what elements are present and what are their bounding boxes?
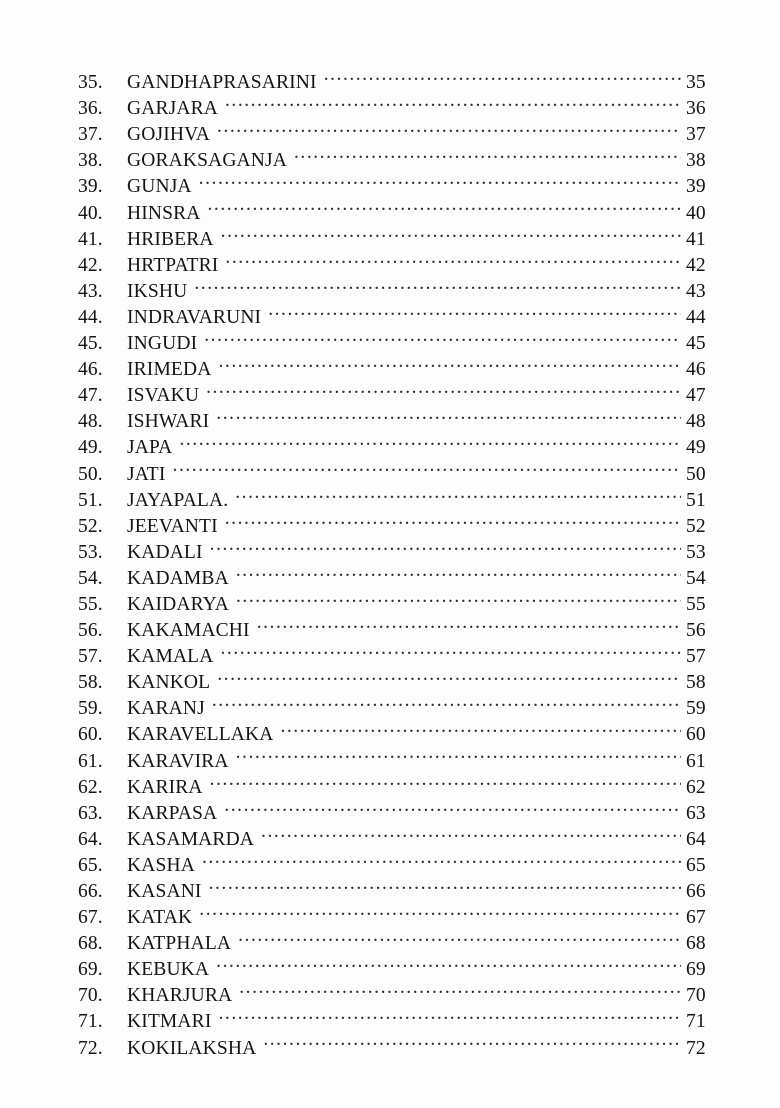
toc-entry[interactable] [0, 819, 780, 850]
dot-leader [235, 480, 681, 506]
toc-entry-page-number: 45 [686, 333, 706, 355]
toc-entry-number: 40. [78, 202, 103, 224]
toc-entry-number: 69. [78, 959, 103, 981]
toc-entry-page-number: 65 [686, 854, 706, 876]
toc-entry-page-number: 67 [686, 907, 706, 929]
dot-leader [208, 192, 682, 218]
toc-entry-title: KASAMARDA [127, 828, 255, 850]
toc-entry[interactable] [0, 532, 780, 563]
dot-leader [218, 349, 681, 375]
toc-entry-title: KATAK [127, 907, 193, 929]
toc-entry[interactable] [0, 114, 780, 146]
toc-entry-number: 46. [78, 359, 103, 381]
toc-entry-title: HINSRA [127, 202, 201, 224]
toc-entry-number: 52. [78, 515, 103, 537]
toc-entry-page-number: 48 [686, 411, 706, 433]
toc-entry-page-number: 54 [686, 567, 706, 589]
toc-entry-number: 66. [78, 881, 103, 902]
toc-entry[interactable] [0, 610, 780, 642]
toc-entry[interactable] [0, 1027, 780, 1059]
toc-entry-page-number: 37 [686, 124, 706, 146]
toc-entry-number: 37. [78, 124, 103, 146]
toc-entry[interactable] [0, 949, 780, 981]
toc-entry-page-number: 56 [686, 620, 706, 642]
toc-entry-number: 63. [78, 802, 103, 824]
toc-entry[interactable] [0, 923, 780, 955]
toc-entry-page-number: 68 [686, 933, 706, 955]
toc-entry-number: 55. [78, 593, 103, 615]
dot-leader [217, 114, 681, 140]
toc-entry-title: KADALI [127, 541, 203, 563]
toc-entry-page-number: 70 [686, 985, 706, 1007]
toc-entry-title: KAMALA [127, 646, 214, 668]
dot-leader [236, 558, 681, 584]
toc-entry-title: KARIRA [127, 776, 203, 798]
toc-entry-title: JATI [127, 463, 166, 485]
toc-entry-title: KEBUKA [127, 959, 210, 981]
toc-entry[interactable] [0, 558, 780, 589]
toc-entry[interactable] [0, 688, 780, 720]
dot-leader [210, 767, 681, 793]
toc-entry-title: KITMARI [127, 1011, 212, 1033]
toc-entry-number: 72. [78, 1037, 103, 1059]
toc-entry[interactable] [0, 714, 780, 746]
toc-entry-number: 49. [78, 437, 103, 459]
toc-entry-title: KAKAMACHI [127, 620, 250, 642]
dot-leader [206, 375, 681, 401]
toc-entry-page-number: 71 [686, 1011, 706, 1033]
dot-leader [238, 923, 681, 949]
toc-entry-page-number: 51 [686, 489, 706, 511]
toc-entry-page-number: 44 [686, 306, 706, 328]
toc-entry-number: 43. [78, 280, 103, 302]
toc-entry-number: 35. [78, 72, 103, 94]
dot-leader [225, 245, 681, 271]
toc-entry-number: 44. [78, 306, 103, 328]
toc-entry-number: 38. [78, 150, 103, 172]
toc-entry[interactable] [0, 636, 780, 668]
toc-entry-title: KARAVIRA [127, 750, 229, 772]
toc-entry-title: GOJIHVA [127, 124, 211, 146]
toc-entry-number: 53. [78, 541, 103, 563]
dot-leader [216, 401, 681, 427]
toc-entry-title: KANKOL [127, 672, 211, 694]
toc-entry[interactable] [0, 871, 780, 902]
toc-entry-page-number: 53 [686, 541, 706, 563]
toc-entry[interactable] [0, 506, 780, 537]
dot-leader [209, 871, 681, 897]
toc-entry-number: 67. [78, 907, 103, 929]
toc-entry-page-number: 46 [686, 359, 706, 381]
toc-entry-title: INGUDI [127, 333, 198, 355]
dot-leader [263, 1027, 681, 1053]
toc-entry-page-number: 47 [686, 385, 706, 407]
toc-entry-number: 58. [78, 672, 103, 694]
dot-leader [221, 219, 681, 245]
toc-entry-page-number: 35 [686, 72, 706, 94]
dot-leader [324, 62, 681, 88]
dot-leader [224, 793, 681, 819]
toc-entry-title: JEEVANTI [127, 515, 218, 537]
toc-entry[interactable] [0, 740, 780, 772]
dot-leader [179, 427, 681, 453]
toc-entry[interactable] [0, 662, 780, 694]
toc-entry-title: HRIBERA [127, 228, 214, 250]
toc-entry-page-number: 55 [686, 593, 706, 615]
toc-entry[interactable] [0, 166, 780, 198]
dot-leader [236, 584, 681, 610]
dot-leader [218, 1001, 681, 1027]
toc-entry[interactable] [0, 349, 780, 381]
toc-entry[interactable] [0, 401, 780, 433]
toc-entry-title: KADAMBA [127, 567, 229, 589]
toc-entry-title: KATPHALA [127, 933, 232, 955]
toc-entry-number: 60. [78, 724, 103, 746]
toc-entry-number: 57. [78, 646, 103, 668]
toc-entry[interactable] [0, 297, 780, 328]
toc-entry-number: 65. [78, 854, 103, 876]
toc-entry-title: HRTPATRI [127, 254, 219, 276]
toc-entry-number: 61. [78, 750, 103, 772]
toc-entry-title: ISVAKU [127, 385, 200, 407]
dot-leader [225, 88, 681, 114]
dot-leader [268, 297, 681, 323]
toc-entry[interactable] [0, 245, 780, 276]
toc-entry[interactable] [0, 584, 780, 615]
toc-entry-number: 68. [78, 933, 103, 955]
dot-leader [280, 714, 681, 740]
toc-entry-number: 47. [78, 385, 103, 407]
toc-entry-title: JAYAPALA. [127, 489, 229, 511]
toc-entry-title: KHARJURA [127, 985, 233, 1007]
dot-leader [225, 506, 681, 532]
toc-entry-number: 51. [78, 489, 103, 511]
dot-leader [216, 949, 681, 975]
toc-entry-number: 70. [78, 985, 103, 1007]
toc-entry-title: KASANI [127, 881, 202, 902]
dot-leader [194, 271, 681, 297]
toc-entry-page-number: 64 [686, 828, 706, 850]
toc-entry-page-number: 62 [686, 776, 706, 798]
toc-entry[interactable] [0, 453, 780, 485]
dot-leader [239, 975, 681, 1001]
dot-leader [199, 897, 681, 923]
toc-entry-number: 42. [78, 254, 103, 276]
toc-entry[interactable] [0, 480, 780, 511]
toc-entry-page-number: 49 [686, 437, 706, 459]
toc-entry-number: 59. [78, 698, 103, 720]
toc-entry-number: 50. [78, 463, 103, 485]
dot-leader [294, 140, 681, 166]
dot-leader [204, 323, 681, 349]
toc-entry-number: 45. [78, 333, 103, 355]
toc-entry-page-number: 41 [686, 228, 706, 250]
toc-entry[interactable] [0, 793, 780, 824]
toc-entry-page-number: 58 [686, 672, 706, 694]
dot-leader [173, 453, 681, 479]
toc-entry-title: KARPASA [127, 802, 218, 824]
toc-entry-page-number: 59 [686, 698, 706, 720]
dot-leader [220, 636, 681, 662]
toc-entry-title: INDRAVARUNI [127, 306, 262, 328]
dot-leader [210, 532, 681, 558]
toc-entry-number: 62. [78, 776, 103, 798]
toc-entry-title: GUNJA [127, 176, 192, 198]
toc-entry-page-number: 38 [686, 150, 706, 172]
toc-entry-title: IKSHU [127, 280, 188, 302]
toc-entry[interactable] [0, 427, 780, 459]
toc-entry-title: KOKILAKSHA [127, 1037, 257, 1059]
toc-entry-title: KAIDARYA [127, 593, 229, 615]
dot-leader [261, 819, 681, 845]
toc-entry-number: 71. [78, 1011, 103, 1033]
toc-entry-number: 41. [78, 228, 103, 250]
toc-entry[interactable] [0, 271, 780, 302]
toc-entry[interactable] [0, 845, 780, 876]
toc-entry[interactable] [0, 140, 780, 172]
toc-entry-page-number: 40 [686, 202, 706, 224]
toc-entry-title: KARANJ [127, 698, 205, 720]
toc-entry-title: KASHA [127, 854, 195, 876]
toc-entry-page-number: 52 [686, 515, 706, 537]
dot-leader [217, 662, 681, 688]
toc-entry[interactable] [0, 897, 780, 929]
toc-entry-number: 64. [78, 828, 103, 850]
toc-entry-page-number: 72 [686, 1037, 706, 1059]
dot-leader [236, 740, 681, 766]
toc-entry[interactable] [0, 62, 780, 94]
toc-entry-page-number: 69 [686, 959, 706, 981]
dot-leader [202, 845, 681, 871]
toc-entry[interactable] [0, 219, 780, 250]
toc-entry[interactable] [0, 192, 780, 224]
toc-entry-title: IRIMEDA [127, 359, 212, 381]
toc-entry-page-number: 57 [686, 646, 706, 668]
toc-entry-title: ISHWARI [127, 411, 210, 433]
toc-entry-title: KARAVELLAKA [127, 724, 274, 746]
toc-entry-page-number: 36 [686, 98, 706, 120]
toc-entry[interactable] [0, 323, 780, 355]
toc-entry-number: 36. [78, 98, 103, 120]
toc-entry[interactable] [0, 375, 780, 407]
toc-entry-number: 54. [78, 567, 103, 589]
toc-entry-page-number: 61 [686, 750, 706, 772]
toc-entry-number: 48. [78, 411, 103, 433]
dot-leader [257, 610, 681, 636]
toc-entry-title: GORAKSAGANJA [127, 150, 287, 172]
toc-entry-page-number: 63 [686, 802, 706, 824]
toc-entry-page-number: 50 [686, 463, 706, 485]
toc-entry[interactable] [0, 975, 780, 1007]
toc-entry-page-number: 60 [686, 724, 706, 746]
toc-entry[interactable] [0, 88, 780, 120]
toc-entry-number: 56. [78, 620, 103, 642]
toc-entry-page-number: 43 [686, 280, 706, 302]
toc-entry-page-number: 39 [686, 176, 706, 198]
toc-entry-page-number: 42 [686, 254, 706, 276]
toc-entry[interactable] [0, 1001, 780, 1033]
toc-entry-number: 39. [78, 176, 103, 198]
dot-leader [199, 166, 681, 192]
toc-entry-title: GANDHAPRASARINI [127, 72, 317, 94]
toc-entry[interactable] [0, 767, 780, 798]
table-of-contents-list [0, 62, 780, 1059]
toc-entry-title: JAPA [127, 437, 173, 459]
dot-leader [212, 688, 681, 714]
toc-entry-page-number: 66 [686, 881, 706, 902]
toc-entry-title: GARJARA [127, 98, 218, 120]
